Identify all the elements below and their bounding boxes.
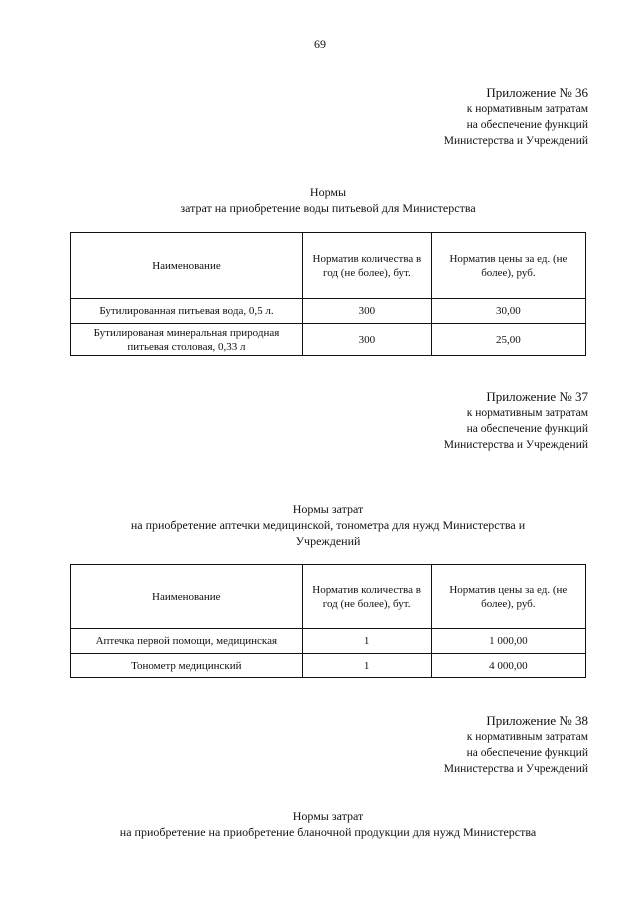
page-number: 69 <box>314 37 326 51</box>
cell-name: Бутилированая минеральная природная питьевая столовая, 0,33 л <box>71 324 303 356</box>
header-name: Наименование <box>71 233 303 299</box>
title-line: Нормы затрат <box>292 809 364 823</box>
table-row <box>71 324 586 356</box>
appendix-line: Министерства и Учреждений <box>443 439 588 451</box>
table-header-row <box>71 565 586 629</box>
appendix-number: Приложение № 38 <box>486 713 588 728</box>
title-line: Нормы затрат <box>292 502 364 516</box>
title-line: затрат на приобретение воды питьевой для Министерства <box>180 201 476 215</box>
title-line: Нормы <box>309 185 347 199</box>
appendix-38-header <box>444 713 588 777</box>
header-name: Наименование <box>71 565 303 629</box>
header-quantity: Норматив количества в год (не более), бут. <box>302 233 431 299</box>
header-quantity: Норматив количества в год (не более), бут. <box>302 565 431 629</box>
cell-price: 25,00 <box>431 324 585 356</box>
appendix-line: на обеспечение функций <box>466 119 588 131</box>
appendix-line: к нормативным затратам <box>466 731 588 743</box>
cell-quantity: 300 <box>302 299 431 324</box>
table-row <box>71 629 586 654</box>
table-row <box>71 299 586 324</box>
header-price: Норматив цены за ед. (не более), руб. <box>431 233 585 299</box>
appendix-line: на обеспечение функций <box>466 423 588 435</box>
appendix-number: Приложение № 37 <box>486 389 588 404</box>
norms-table-first-aid <box>70 564 586 678</box>
appendix-line: к нормативным затратам <box>466 103 588 115</box>
table-header-row <box>71 233 586 299</box>
cell-name: Бутилированная питьевая вода, 0,5 л. <box>71 299 303 324</box>
table-row <box>71 654 586 678</box>
title-line: на приобретение на приобретение бланочной продукции для нужд Министерства <box>119 825 537 839</box>
appendix-line: к нормативным затратам <box>466 407 588 419</box>
cell-price: 1 000,00 <box>431 629 585 654</box>
appendix-36-header <box>444 85 588 149</box>
cell-quantity: 1 <box>302 629 431 654</box>
norms-title-water <box>70 184 586 216</box>
appendix-number: Приложение № 36 <box>486 85 588 100</box>
title-line: на приобретение аптечки медицинской, тонометра для нужд Министерства и <box>130 518 526 532</box>
title-line: Учреждений <box>295 534 361 548</box>
appendix-line: Министерства и Учреждений <box>443 135 588 147</box>
cell-quantity: 300 <box>302 324 431 356</box>
cell-price: 30,00 <box>431 299 585 324</box>
norms-title-forms <box>60 808 596 840</box>
appendix-line: на обеспечение функций <box>466 747 588 759</box>
header-price: Норматив цены за ед. (не более), руб. <box>431 565 585 629</box>
cell-quantity: 1 <box>302 654 431 678</box>
cell-name: Тонометр медицинский <box>71 654 303 678</box>
norms-table-water <box>70 232 586 356</box>
norms-title-first-aid <box>70 501 586 549</box>
appendix-line: Министерства и Учреждений <box>443 763 588 775</box>
appendix-37-header <box>444 389 588 453</box>
cell-price: 4 000,00 <box>431 654 585 678</box>
cell-name: Аптечка первой помощи, медицинская <box>71 629 303 654</box>
